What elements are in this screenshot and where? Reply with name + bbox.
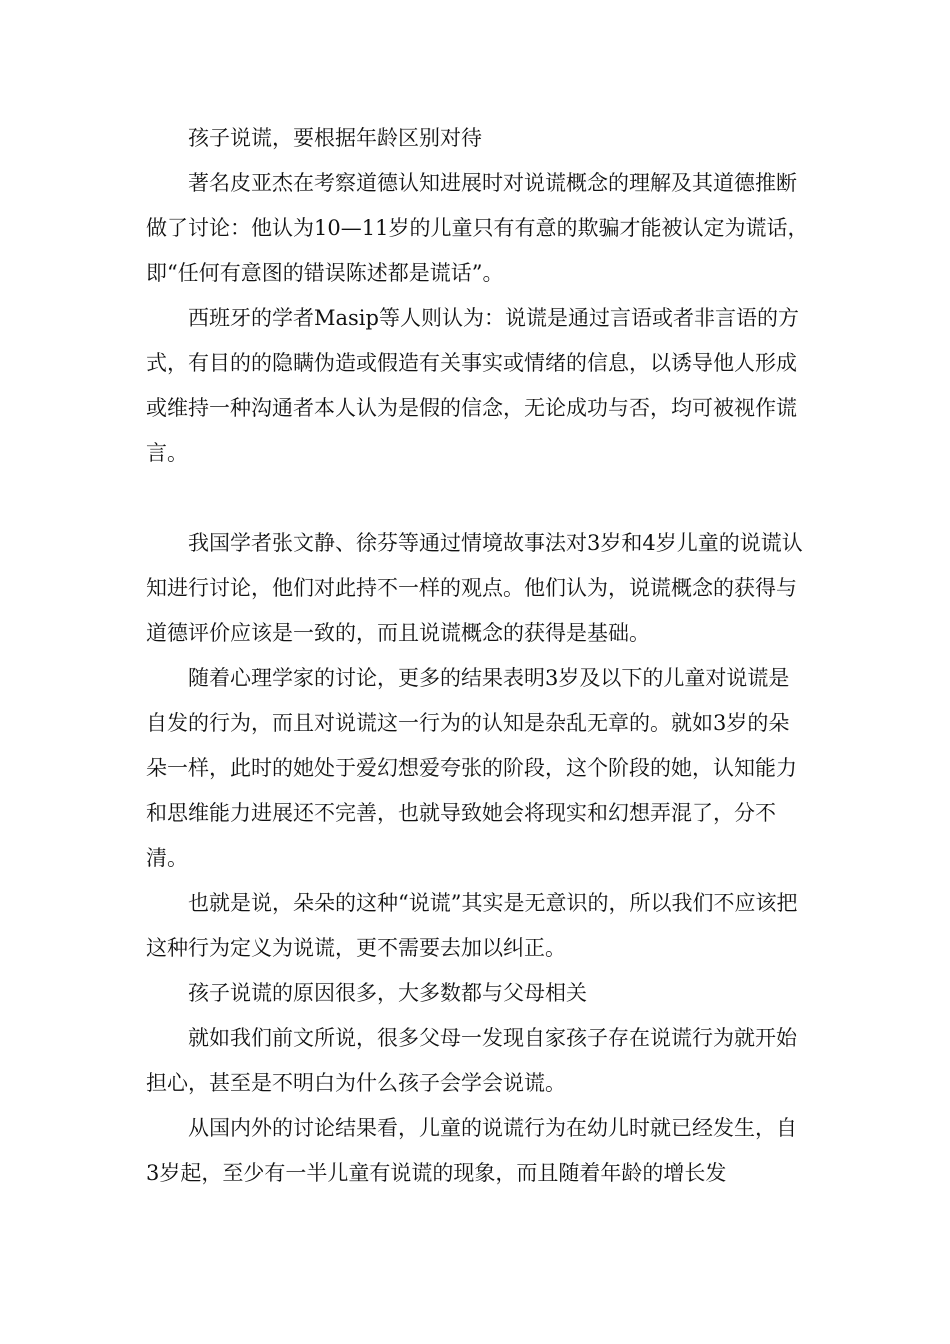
paragraph-spacer: [146, 476, 810, 521]
document-body: [146, 116, 810, 1196]
paragraph-masip: 西班牙的学者Masip等人则认为：说谎是通过言语或者非言语的方式，有目的的隐瞒伪造或假造有关事实或情绪的信息，以诱导他人形成或维持一种沟通者本人认为是假的信念，无论成功与否，均可被视作谎言。: [146, 306, 799, 465]
paragraph-psychologists: 随着心理学家的讨论，更多的结果表明3岁及以下的儿童对说谎是自发的行为，而且对说谎这一行为的认知是杂乱无章的。就如3岁的朵朵一样，此时的她处于爱幻想爱夸张的阶段，这个阶段的她，认知能力和思维能力进展还不完善，也就导致她会将现实和幻想弄混了，分不清。: [146, 666, 797, 870]
paragraph-chinese-scholars: 我国学者张文静、徐芬等通过情境故事法对3岁和4岁儿童的说谎认知进行讨论，他们对此持不一样的观点。他们认为，说谎概念的获得与道德评价应该是一致的，而且说谎概念的获得是基础。: [146, 531, 803, 645]
section-heading-age: 孩子说谎，要根据年龄区别对待: [188, 126, 482, 150]
paragraph-research-results: 从国内外的讨论结果看，儿童的说谎行为在幼儿时就已经发生，自3岁起，至少有一半儿童有说谎的现象，而且随着年龄的增长发: [146, 1116, 797, 1185]
section-heading-reasons: 孩子说谎的原因很多，大多数都与父母相关: [188, 981, 587, 1005]
paragraph-piaget: 著名皮亚杰在考察道德认知进展时对说谎概念的理解及其道德推断做了讨论：他认为10—11岁的儿童只有有意的欺骗才能被认定为谎话，即“任何有意图的错误陈述都是谎话”。: [146, 171, 809, 285]
paragraph-parents-worry: 就如我们前文所说，很多父母一发现自家孩子存在说谎行为就开始担心，甚至是不明白为什么孩子会学会说谎。: [146, 1026, 797, 1095]
paragraph-unconscious: 也就是说，朵朵的这种“说谎”其实是无意识的，所以我们不应该把这种行为定义为说谎，更不需要去加以纠正。: [146, 891, 798, 960]
